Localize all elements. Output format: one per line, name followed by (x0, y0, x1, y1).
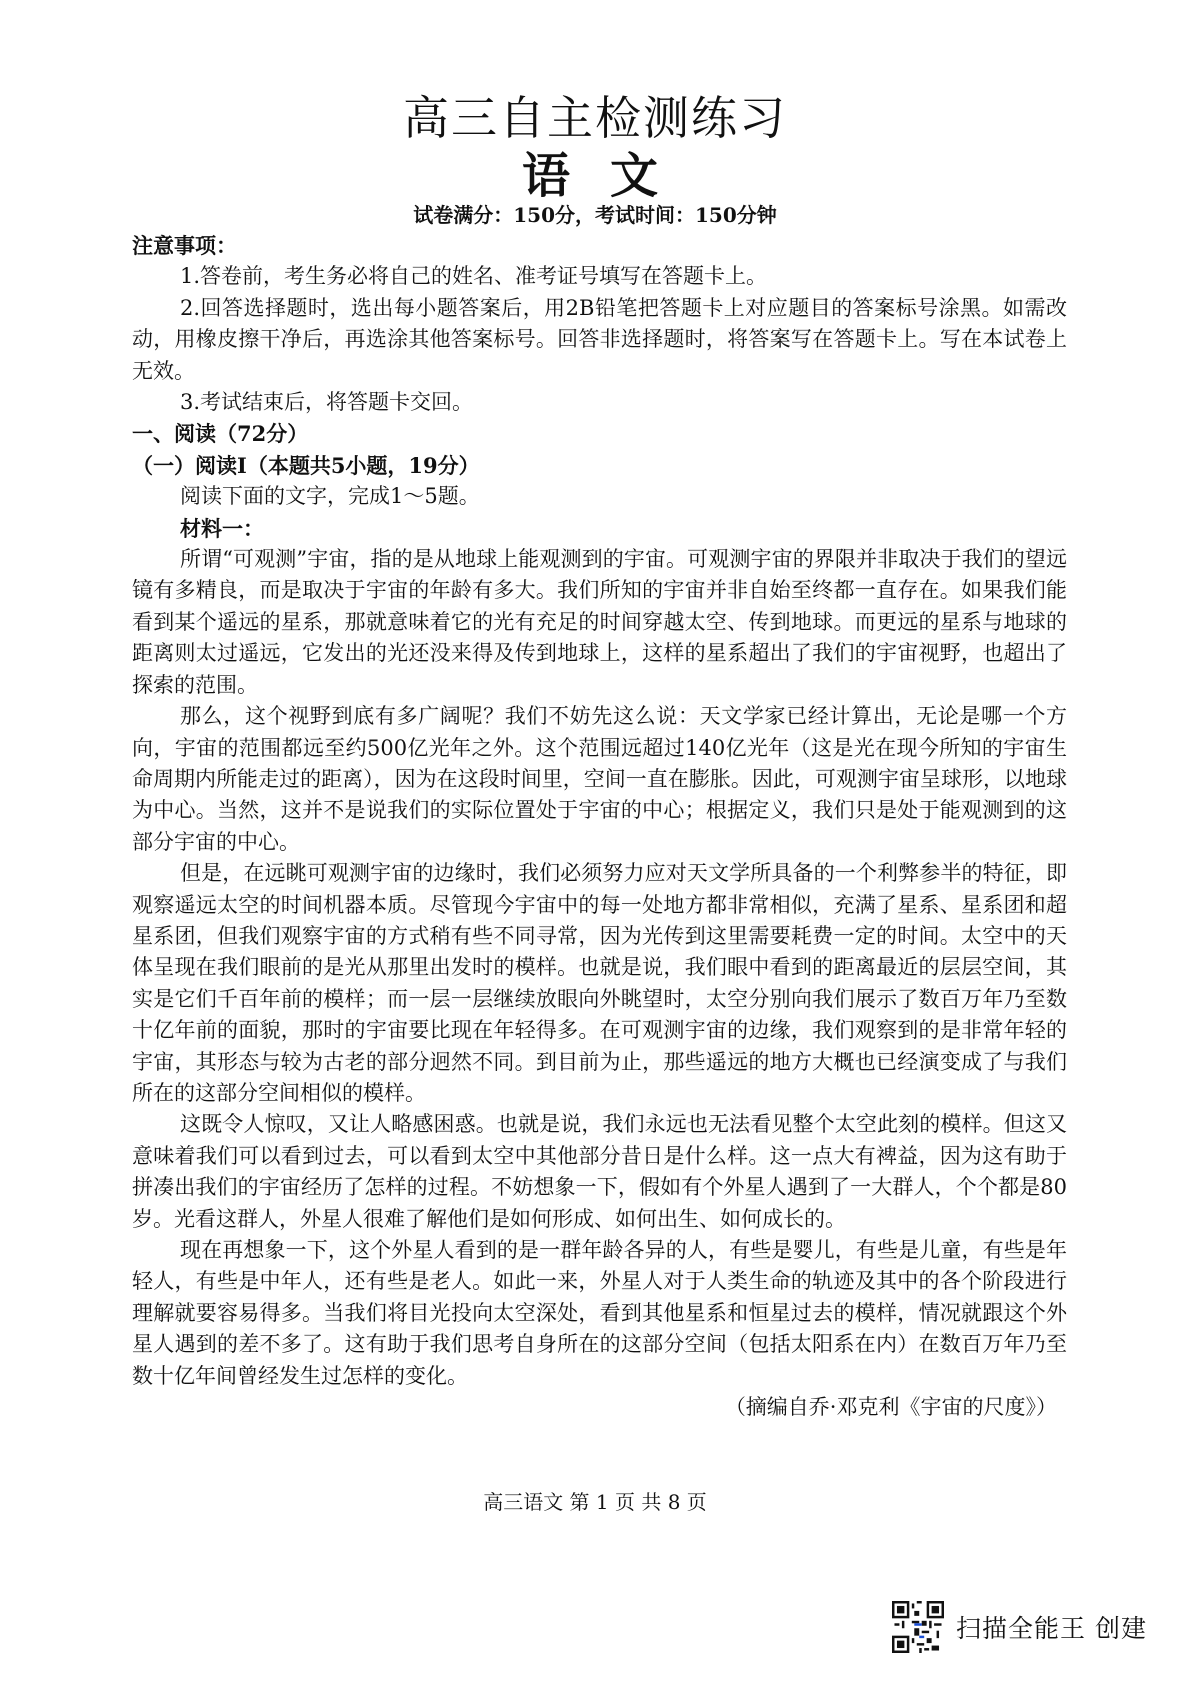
notes-heading: 注意事项： (132, 233, 237, 258)
watermark-text: 扫描全能王 创建 (956, 1614, 1147, 1643)
exam-body (132, 230, 1067, 1423)
section-heading: 一、阅读（72分） (132, 421, 309, 447)
subject-title: 语文 (521, 148, 698, 204)
page-title: 高三自主检测练习 (403, 91, 787, 145)
note-item: 1.答卷前，考生务必将自己的姓名、准考证号填写在答题卡上。 (180, 264, 768, 289)
exam-meta: 试卷满分：150分，考试时间：150分钟 (413, 203, 777, 227)
passage-paragraph: 现在再想象一下，这个外星人看到的是一群年龄各异的人，有些是婴儿，有些是儿童，有些是年轻人，有些是中年人，还有些是老人。如此一来，外星人对于人类生命的轨迹及其中的各个阶段进行理解就要容易得多。当我们将目光投向太空深处，看到其他星系和恒星过去的模样，情况就跟这个外星人遇到的差不多了。这有助于我们思考自身所在的这部分空间（包括太阳系在内）在数百万年乃至数十亿年间曾经发生过怎样的变化。 (132, 1238, 1067, 1388)
passage-paragraph: 这既令人惊叹，又让人略感困惑。也就是说，我们永远也无法看见整个太空此刻的模样。但这又意味着我们可以看到过去，可以看到太空中其他部分昔日是什么样。这一点大有裨益，因为这有助于拼凑出我们的宇宙经历了怎样的过程。不妨想象一下，假如有个外星人遇到了一大群人，个个都是80岁。光看这群人，外星人很难了解他们是如何形成、如何出生、如何成长的。 (132, 1112, 1067, 1231)
scanner-watermark (892, 1597, 1172, 1657)
reading-instruction: 阅读下面的文字，完成1～5题。 (180, 484, 480, 509)
section-subheading: （一）阅读Ⅰ（本题共5小题，19分） (132, 452, 480, 478)
source-citation: （摘编自乔·邓克利《宇宙的尺度》） (724, 1395, 1057, 1420)
note-item: 2.回答选择题时，选出每小题答案后，用2B铅笔把答题卡上对应题目的答案标号涂黑。如需改动，用橡皮擦干净后，再选涂其他答案标号。回答非选择题时，将答案写在答题卡上。写在本试卷上无效。 (132, 295, 1067, 383)
page-footer: 高三语文 第 1 页 共 8 页 (483, 1490, 707, 1514)
passage-paragraph: 所谓“可观测”宇宙，指的是从地球上能观测到的宇宙。可观测宇宙的界限并非取决于我们的望远镜有多精良，而是取决于宇宙的年龄有多大。我们所知的宇宙并非自始至终都一直存在。如果我们能看到某个遥远的星系，那就意味着它的光有充足的时间穿越太空、传到地球。而更远的星系与地球的距离则太过遥远，它发出的光还没来得及传到地球上，这样的星系超出了我们的宇宙视野，也超出了探索的范围。 (132, 547, 1067, 697)
passage-paragraph: 那么，这个视野到底有多广阔呢？我们不妨先这么说：天文学家已经计算出，无论是哪一个方向，宇宙的范围都远至约500亿光年之外。这个范围远超过140亿光年（这是光在现今所知的宇宙生命周期内所能走过的距离），因为在这段时间里，空间一直在膨胀。因此，可观测宇宙呈球形，以地球为中心。当然，这并不是说我们的实际位置处于宇宙的中心；根据定义，我们只是处于能观测到的这部分宇宙的中心。 (132, 704, 1067, 854)
passage-paragraph: 但是，在远眺可观测宇宙的边缘时，我们必须努力应对天文学所具备的一个利弊参半的特征，即观察遥远太空的时间机器本质。尽管现今宇宙中的每一处地方都非常相似，充满了星系、星系团和超星系团，但我们观察宇宙的方式稍有些不同寻常，因为光传到这里需要耗费一定的时间。太空中的天体呈现在我们眼前的是光从那里出发时的模样。也就是说，我们眼中看到的距离最近的层层空间，其实是它们千百年前的模样；而一层一层继续放眼向外眺望时，太空分别向我们展示了数百万年乃至数十亿年前的面貌，那时的宇宙要比现在年轻得多。在可观测宇宙的边缘，我们观察到的是非常年轻的宇宙，其形态与较为古老的部分迥然不同。到目前为止，那些遥远的地方大概也已经演变成了与我们所在的这部分空间相似的模样。 (132, 861, 1067, 1105)
note-item: 3.考试结束后，将答题卡交回。 (180, 390, 474, 415)
qr-code-icon (892, 1601, 944, 1653)
material-label: 材料一： (180, 515, 264, 541)
